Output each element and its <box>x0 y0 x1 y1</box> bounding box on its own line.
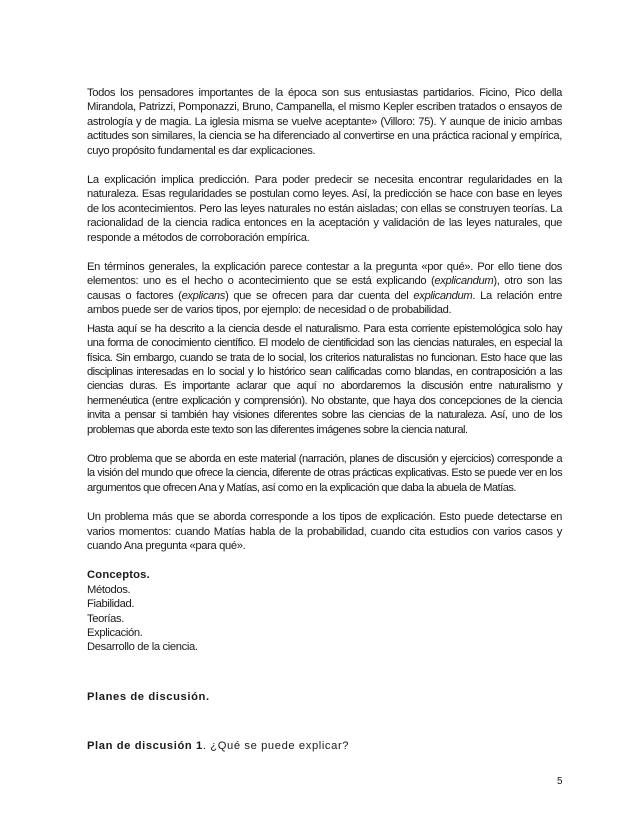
plan-1-label: Plan de discusión 1 <box>87 739 203 752</box>
page-body <box>87 86 562 752</box>
plan-1-line <box>87 740 562 752</box>
discussion-plans-heading: Planes de discusión. <box>87 690 210 703</box>
concept-item: Teorías. <box>87 612 124 625</box>
text-segment: . La relación entre ambos puede ser de varios tipos, por ejemplo: de necesidad o de probabilidad. <box>87 289 562 317</box>
concept-item: Explicación. <box>87 627 143 639</box>
paragraph-astrology: Todos los pensadores importantes de la época son sus entusiastas partidarios. Ficino, Pico della Mirandola, Patrizzi, Pomponazzi, Bruno, Campanella, el mismo Kepler escriben tratados o ensayos de astrología y de magia. La iglesia misma se vuelve aceptante» (Villoro: 75). Y aunque de inicio ambas actitudes son similares, la ciencia se ha diferenciado al convertirse en una práctica racional y empírica, cuyo propósito fundamental es dar explicaciones. <box>87 87 562 157</box>
term-explicans: explicans <box>181 289 226 302</box>
paragraph-explanation-elements <box>87 260 562 318</box>
text-segment: En términos generales, la explicación parece contestar a la pregunta «por qué». Por ello tiene dos elementos: uno es el hecho o acontecimiento que se está explicando ( <box>87 261 562 288</box>
paragraph-prediction: La explicación implica predicción. Para poder predecir se necesita encontrar regularidades en la naturaleza. Esas regularidades se postulan como leyes. Así, la predicción se hace con base en leyes de los acontecimientos. Pero las leyes naturales no están aisladas; con ellas se construyen teorías. La racionalidad de la ciencia radica entonces en la aceptación y validación de las leyes naturales, que responde a métodos de corroboración empírica. <box>87 174 562 244</box>
paragraph-naturalism: Hasta aquí se ha descrito a la ciencia desde el naturalismo. Para esta corriente epistemológica solo hay una forma de conocimiento científico. El modelo de cientificidad son las ciencias naturales, en especial la física. Sin embargo, cuando se trata de lo social, los criterios naturalistas no funcionan. Esto hace que las disciplinas interesadas en lo social y lo histórico sean calificadas como blandas, en contraposición a las ciencias duras. Es importante aclarar que aquí no abordaremos la discusión entre naturalismo y hermenéutica (entre explicación y comprensión). No obstante, que haya dos concepciones de la ciencia invita a pensar si también hay visiones diferentes sobre las ciencias de la naturaleza. Así, uno de los problemas que aborda este texto son las diferentes imágenes sobre la ciencia natural. <box>87 322 562 436</box>
text-segment: ) que se ofrecen para dar cuenta del <box>225 289 414 302</box>
text-segment: ), otro son las causas o factores ( <box>87 275 562 302</box>
plan-1-question: ¿Qué se puede explicar? <box>210 739 350 752</box>
concepts-heading: Conceptos. <box>87 569 150 582</box>
paragraph-explanation-types: Un problema más que se aborda corresponde a los tipos de explicación. Esto puede detectarse en varios momentos: cuando Matías habla de la probabilidad, cuando cita estudios con varios casos y cuando Ana pregunta «para qué». <box>87 511 562 552</box>
concept-item: Desarrollo de la ciencia. <box>87 641 198 654</box>
term-explicandum: explicandum <box>413 289 473 302</box>
concept-item: Fiabilidad. <box>87 598 135 611</box>
plan-1-separator: . <box>202 739 207 752</box>
term-explicandum: explicandum <box>434 275 494 288</box>
concept-item: Métodos. <box>87 583 131 596</box>
paragraph-worldview: Otro problema que se aborda en este material (narración, planes de discusión y ejercicios) corresponde a la visión del mundo que ofrece la ciencia, diferente de otras prácticas explicativas. Esto se puede ver en los argumentos que ofrecen Ana y Matías, así como en la explicación que daba la abuela de Matías. <box>87 452 562 494</box>
page-number: 5 <box>557 776 563 787</box>
